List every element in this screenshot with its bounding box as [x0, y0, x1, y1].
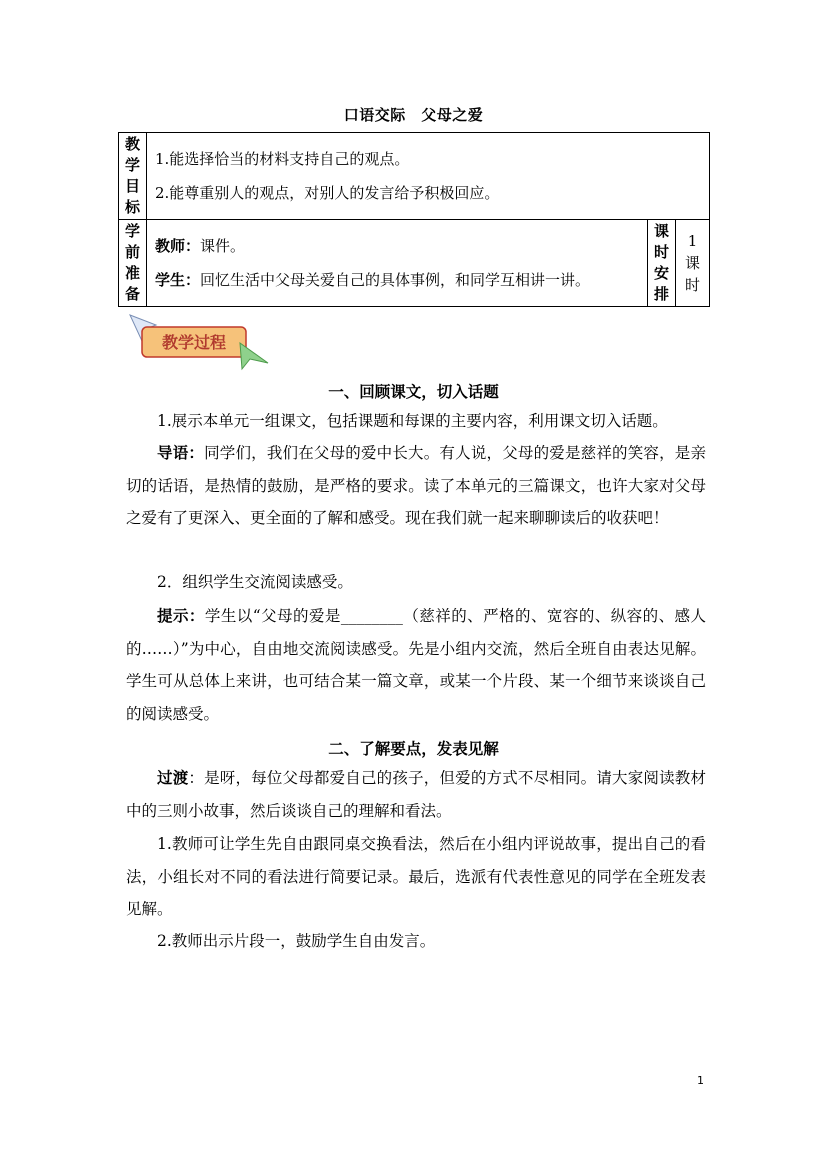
- green-plane-icon: [240, 343, 268, 369]
- teaching-process-badge: [128, 313, 270, 371]
- page-title: 口语交际 父母之爱: [343, 106, 484, 124]
- section1-heading: 一、回顾课文，切入话题: [328, 382, 499, 401]
- section2-heading: 二、了解要点，发表见解: [328, 739, 499, 758]
- prep-teacher: 教师：课件。: [155, 237, 246, 255]
- section1-tip: 提示：学生以“父母的爱是________（慈祥的、严格的、宽容的、纵容的、感人的……）”为中心，自由地交流阅读感受。先是小组内交流，然后全班自由表达见解。学生可从总体上来讲，也可结合某一篇文章，或某一个片段、某一个细节来谈谈自己的阅读感受。: [126, 606, 706, 723]
- period-value: 1 课 时: [675, 220, 709, 307]
- prep-student: 学生：回忆生活中父母关爱自己的具体事例，和同学互相讲一讲。: [155, 271, 591, 289]
- section2-transition: 过渡：是呀，每位父母都爱自己的孩子，但爱的方式不尽相同。请大家阅读教材中的三则小故事，然后谈谈自己的理解和看法。: [126, 768, 706, 820]
- section2-item2: 2.教师出示片段一，鼓励学生自由发言。: [157, 932, 436, 950]
- goal-label: 教 学 目 标: [119, 133, 147, 220]
- badge-label: 教学过程: [161, 333, 227, 352]
- section1-guide: 导语：同学们，我们在父母的爱中长大。有人说，父母的爱是慈祥的笑容，是亲切的话语，是热情的鼓励，是严格的要求。读了本单元的三篇课文，也许大家对父母之爱有了更深入、更全面的了解和感受。现在我们就一起来聊聊读后的收获吧！: [126, 443, 706, 527]
- prep-label: 学 前 准 备: [119, 220, 147, 307]
- lesson-plan-table: [118, 132, 710, 307]
- section2-item1: 1.教师可让学生先自由跟同桌交换看法，然后在小组内评说故事，提出自己的看法，小组长对不同的看法进行简要记录。最后，选派有代表性意见的同学在全班发表见解。: [126, 835, 706, 918]
- goal-2: 2.能尊重别人的观点，对别人的发言给予积极回应。: [155, 184, 500, 202]
- section1-item1: 1.展示本单元一组课文，包括课题和每课的主要内容，利用课文切入话题。: [157, 412, 668, 430]
- prep-cell: [147, 220, 648, 307]
- page-number: 1: [697, 1074, 704, 1087]
- period-label: 课 时 安 排: [647, 220, 675, 307]
- goal-1: 1.能选择恰当的材料支持自己的观点。: [155, 150, 410, 168]
- section1-item2: 2．组织学生交流阅读感受。: [157, 573, 353, 591]
- goals-cell: [147, 133, 710, 220]
